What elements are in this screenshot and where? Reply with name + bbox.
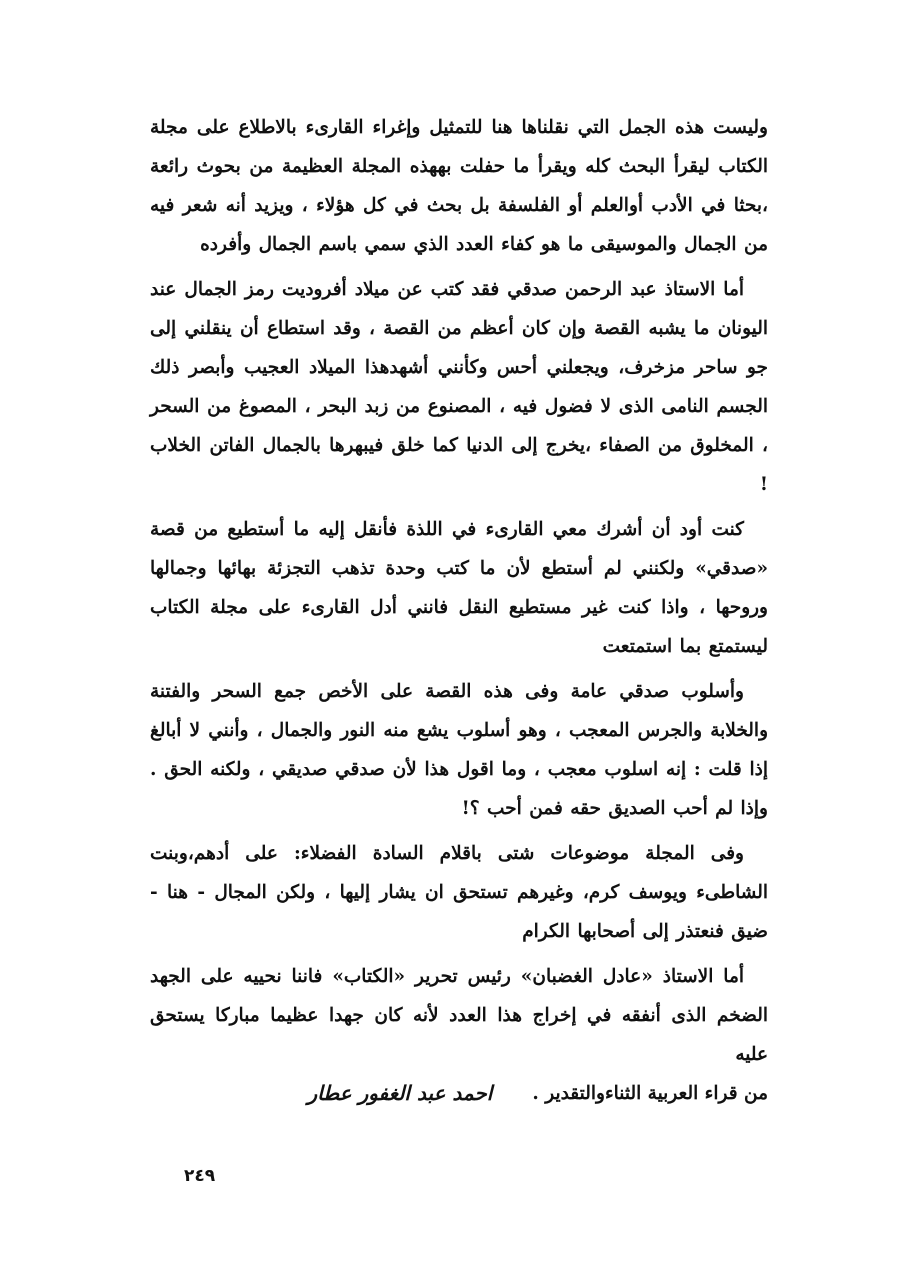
paragraph-1: وليست هذه الجمل التي نقلناها هنا للتمثيل وإغراء القارىء بالاطلاع على مجلة الكتاب ليقرأ البحث كله ويقرأ ما حفلت بههذه المجلة العظيمة من بحوث رائعة ،بحثا في الأدب أوالعلم أو الفلسفة بل بحث في كل هؤلاء ، ويزيد أنه شعر فيه من الجمال والموسيقى ما هو كفاء العدد الذي سمي باسم الجمال وأفرده (150, 117, 768, 255)
closing-line: من قراء العربية الثناءوالتقدير . (532, 1083, 768, 1104)
paragraph-2: أما الاستاذ عبد الرحمن صدقي فقد كتب عن ميلاد أفروديت رمز الجمال عند اليونان ما يشبه القصة وإن كان أعظم من القصة ، وقد استطاع أن ينقلني إلى جو ساحر مزخرف، ويجعلني أحس وكأنني أشهدهذا الميلاد العجيب وأبصر ذلك الجسم النامى الذى لا فضول فيه ، المصنوع من زبد البحر ، المصوغ من السحر ، المخلوق من الصفاء ،يخرج إلى الدنيا كما خلق فيبهرها بالجمال الفاتن الخلاب ! (150, 279, 768, 495)
author-signature: احمد عبد الغفور عطار (307, 1081, 493, 1105)
paragraph-4: وأسلوب صدقي عامة وفى هذه القصة على الأخص جمع السحر والفتنة والخلابة والجرس المعجب ، وهو أسلوب يشع منه النور والجمال ، وأنني لا أبالغ إذا قلت : إنه اسلوب معجب ، وما اقول هذا لأن صدقي صديقي ، ولكنه الحق . وإذا لم أحب الصديق حقه فمن أحب ؟! (150, 681, 768, 819)
closing-line-row (150, 1074, 768, 1113)
paragraph-3: كنت أود أن أشرك معي القارىء في اللذة فأنقل إليه ما أستطيع من قصة «صدقي» ولكنني لم أستطع لأن ما كتب وحدة تذهب التجزئة بهائها وجمالها وروحها ، واذا كنت غير مستطيع النقل فانني أدل القارىء على مجلة الكتاب ليستمتع بما استمتعت (150, 519, 768, 657)
paragraph-6: أما الاستاذ «عادل الغضبان» رئيس تحرير «الكتاب» فاننا نحييه على الجهد الضخم الذى أنفقه في إخراج هذا العدد لأنه كان جهدا عظيما مباركا يستحق عليه (150, 966, 768, 1065)
page-number: ٢٤٩ (184, 1166, 216, 1186)
paragraph-5: وفى المجلة موضوعات شتى باقلام السادة الفضلاء: على أدهم،وبنت الشاطىء ويوسف كرم، وغيرهم تستحق ان يشار إليها ، ولكن المجال - هنا - ضيق فنعتذر إلى أصحابها الكرام (150, 843, 768, 942)
document-page (150, 108, 768, 1208)
